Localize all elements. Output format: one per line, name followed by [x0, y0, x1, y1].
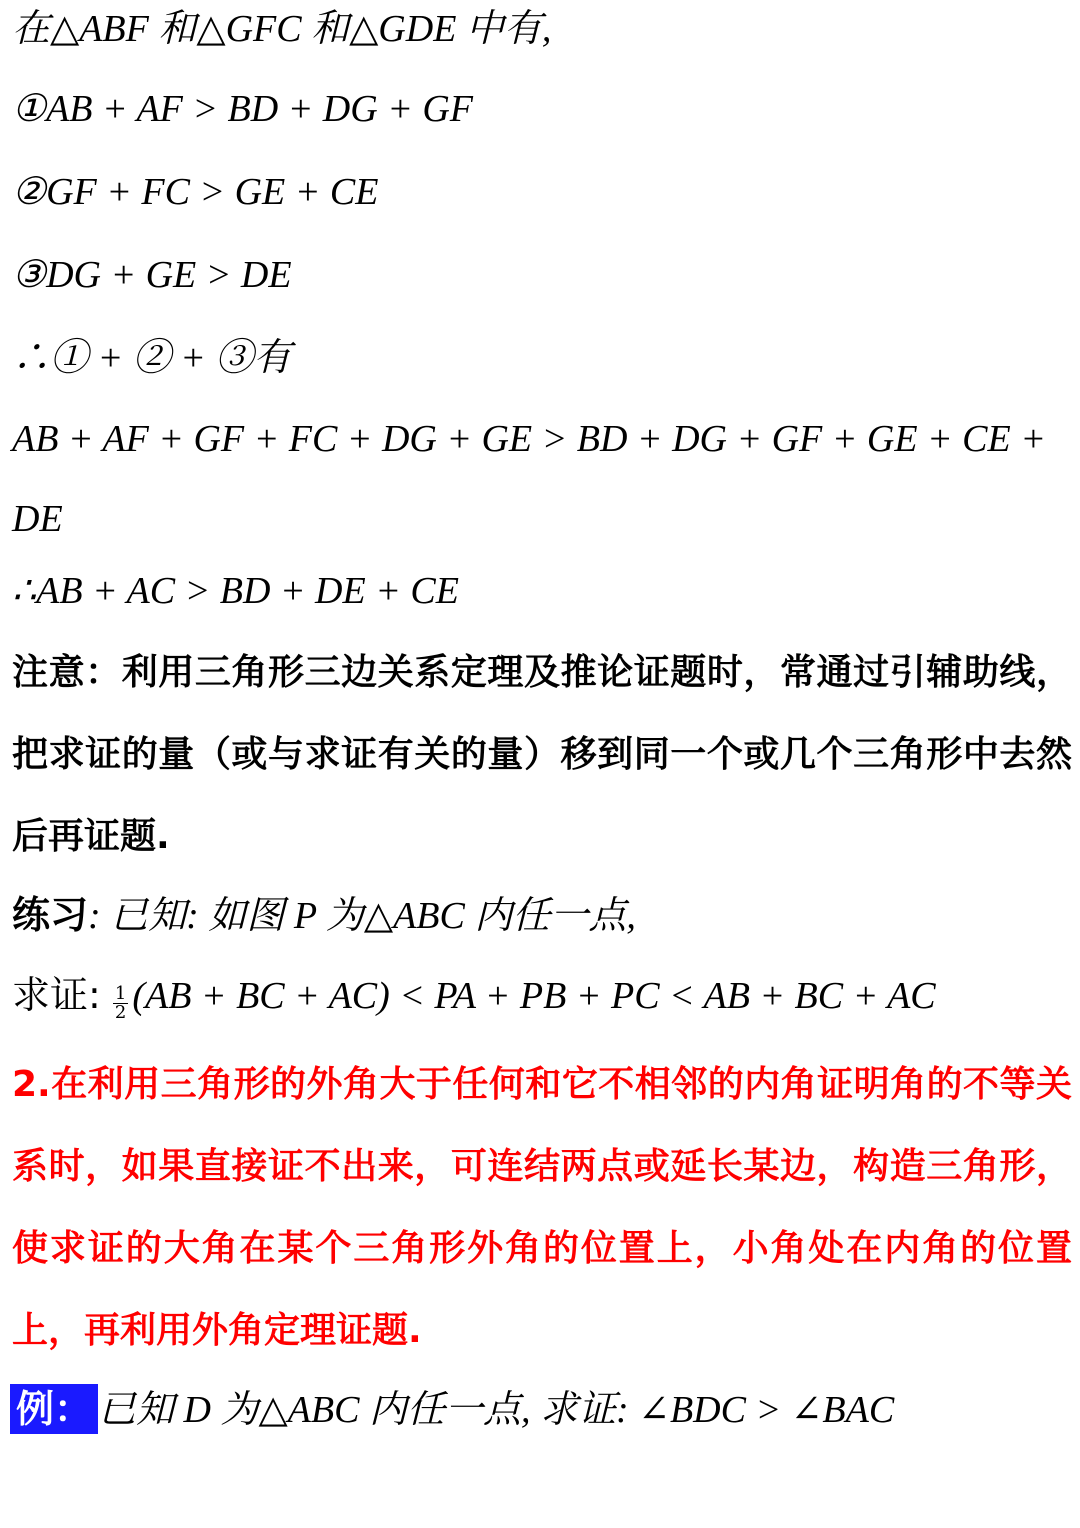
sum-expression: AB + AF + GF + FC + DG + GE > BD + DG + GF + GE + CE + — [12, 418, 1046, 460]
prove-expression: (AB + BC + AC) < PA + PB + PC < AB + BC + AC — [132, 975, 936, 1017]
inequality-1: ①AB + AF > BD + DG + GF — [12, 88, 473, 130]
exercise-label: 练习 — [12, 893, 89, 937]
example-text: 已知 D 为△ABC 内任一点, 求证: ∠BDC > ∠BAC — [98, 1389, 895, 1431]
prove-line — [12, 970, 1072, 1022]
example-line — [12, 1384, 1072, 1435]
line-triangles-intro: 在△ABF 和△GFC 和△GDE 中有, — [12, 8, 552, 50]
exercise-line — [12, 890, 1072, 941]
sum-expression-cont: DE — [12, 498, 63, 540]
sum-statement: ∴① + ② + ③有 — [12, 337, 292, 379]
exercise-text: : 已知: 如图 P 为△ABC 内任一点, — [88, 895, 636, 937]
conclusion: ∴AB + AC > BD + DE + CE — [12, 570, 459, 612]
inequality-3: ③DG + GE > DE — [12, 254, 292, 296]
prove-label: 求证: — [12, 973, 113, 1017]
section-2-paragraph: 2.在利用三角形的外角大于任何和它不相邻的内角证明角的不等关系时，如果直接证不出来，可连结两点或延长某边，构造三角形，使求证的大角在某个三角形外角的位置上，小角处在内角的位置上，再利用外角定理证题. — [12, 1064, 1072, 1351]
example-badge: 例： — [10, 1384, 98, 1434]
inequality-2: ②GF + FC > GE + CE — [12, 171, 379, 213]
fraction-half: $\frac{1}{2}$ — [114, 983, 127, 1023]
note-paragraph: 注意：利用三角形三边关系定理及推论证题时，常通过引辅助线，把求证的量（或与求证有关的量）移到同一个或几个三角形中去然后再证题. — [12, 652, 1072, 857]
